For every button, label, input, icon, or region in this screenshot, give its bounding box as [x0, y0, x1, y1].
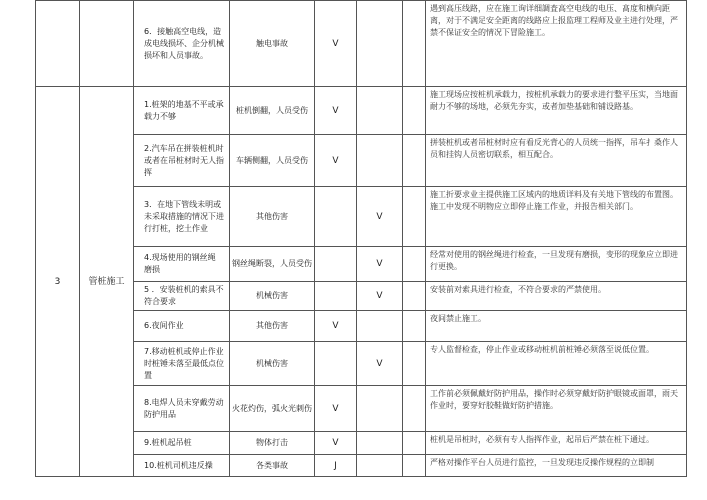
- measure-cell: 遇到高压线路，应在施工询详细調査高空电线的电压、髙度和横向距离，对于不满足安全距离的线路应上报监理工程师及业主进行处理，严禁不保证安全的情况下冒险施工。: [426, 1, 687, 87]
- spacer-cell: [403, 311, 426, 342]
- table-row: [36, 342, 687, 386]
- hazard-text: 7.移动桩机或停止作业时桩锤未落至最低点位置: [144, 346, 224, 380]
- hazard-text: 8.电焊人员未穿戴劳动防护用品: [144, 397, 224, 419]
- hazard-cell: [134, 247, 230, 282]
- mark-cell-a: [315, 247, 357, 282]
- measure-cell: 专人监督检查，停止作业或移动桩机前桩锤必须落至说低位置。: [426, 342, 687, 386]
- spacer-cell: [403, 342, 426, 386]
- measure-cell: 经常对使用的钢丝绳进行检查，一旦发现有磨损，变形的现象应立即进行更换。: [426, 247, 687, 282]
- hazard-text: 6.夜间作业: [144, 321, 184, 330]
- result-cell: 触电事故: [230, 1, 315, 87]
- table-row: [36, 386, 687, 432]
- hazard-text: 2.汽车吊在拼装桩机时或者在吊桩材时无人指挥: [144, 143, 224, 177]
- hazard-table: [35, 0, 687, 477]
- result-cell: 机械伤害: [230, 282, 315, 311]
- mark-cell-a: V: [315, 87, 357, 135]
- mark-cell-b: V: [357, 187, 403, 247]
- seq-cell-empty: [36, 1, 80, 87]
- table-row: [36, 247, 687, 282]
- mark-cell-a: V: [315, 311, 357, 342]
- mark-cell-a: V: [315, 1, 357, 87]
- spacer-cell: [403, 87, 426, 135]
- result-cell: 火花灼伤，弧火光刺伤: [230, 386, 315, 432]
- measure-cell: 施工折要求业主提供施工区域内的地质详料及有关地下管线的布置图。施工中发现不明物应立即停止施工作业，并报告相关部门。: [426, 187, 687, 247]
- measure-cell: 夜间禁止施工。: [426, 311, 687, 342]
- result-cell: 车辆侧翻，人员受伤: [230, 135, 315, 187]
- hazard-cell: [134, 342, 230, 386]
- spacer-cell: [403, 187, 426, 247]
- mark-cell-a: [315, 342, 357, 386]
- hazard-text: 6．接触高空电线，造成电线损坏、企分机械损坏和人员事故。: [144, 26, 224, 60]
- mark-cell-a: [315, 282, 357, 311]
- result-cell: 物体打击: [230, 432, 315, 455]
- hazard-cell: [134, 432, 230, 455]
- measure-cell: 拼装桩机或者吊桩材时应有看反光背心的人员统一指挥，吊车扌桑作人员和挂钩人员密切联系，相互配合。: [426, 135, 687, 187]
- mark-cell-a: J: [315, 455, 357, 477]
- mark-cell-b: [357, 87, 403, 135]
- hazard-text: 1.桩架的地基不平或承载力不够: [144, 99, 224, 121]
- spacer-cell: [403, 247, 426, 282]
- mark-cell-a: V: [315, 386, 357, 432]
- process-cell-empty: [80, 1, 134, 87]
- measure-cell: 施工现场应按桩机承载力，按桩机承载力的要求进行整平压实，当地面耐力不够的场地，必须先夯实，或者加垫基础和铺设路基。: [426, 87, 687, 135]
- mark-cell-a: V: [315, 135, 357, 187]
- hazard-cell: [134, 311, 230, 342]
- mark-cell-a: V: [315, 432, 357, 455]
- result-cell: 桩机倒翻，人员受伤: [230, 87, 315, 135]
- result-cell: 其他伤害: [230, 311, 315, 342]
- spacer-cell: [403, 135, 426, 187]
- result-cell: 钢丝绳断裂，人员受伤: [230, 247, 315, 282]
- hazard-text: 3．在地下管线未明或未采取措施的情况下进行打桩，挖土作业: [144, 199, 224, 233]
- spacer-cell: [403, 432, 426, 455]
- result-cell: 机械伤害: [230, 342, 315, 386]
- result-cell: 其他伤害: [230, 187, 315, 247]
- result-cell: 各类事故: [230, 455, 315, 477]
- spacer-cell: [403, 1, 426, 87]
- table-row: [36, 455, 687, 477]
- table-row: [36, 1, 687, 87]
- mark-cell-b: [357, 386, 403, 432]
- hazard-cell: [134, 135, 230, 187]
- hazard-cell: [134, 386, 230, 432]
- table-row: [36, 282, 687, 311]
- group-process-cell: 管桩施工: [80, 87, 134, 477]
- spacer-cell: [403, 282, 426, 311]
- hazard-cell: [134, 282, 230, 311]
- table-row: [36, 432, 687, 455]
- mark-cell-b: V: [357, 342, 403, 386]
- measure-cell: 工作前必须佩戴好防护用品，操作时必须穿戴好防护眼镜或面罩，雨天作业时，要穿好胶鞋做好防护措施。: [426, 386, 687, 432]
- measure-cell: 严格对操作平台人员进行监控，一旦发现违反操作规程的立即制: [426, 455, 687, 477]
- mark-cell-a: [315, 187, 357, 247]
- mark-cell-b: [357, 432, 403, 455]
- table-row: [36, 311, 687, 342]
- hazard-cell: [134, 455, 230, 477]
- spacer-cell: [403, 386, 426, 432]
- hazard-cell: [134, 87, 230, 135]
- table-row: [36, 187, 687, 247]
- hazard-text: 4.现场使用的钢丝绳 磨损: [144, 253, 216, 274]
- hazard-cell: [134, 187, 230, 247]
- spacer-cell: [403, 455, 426, 477]
- hazard-text: 10.桩机司机违反操: [144, 460, 213, 470]
- mark-cell-b: [357, 1, 403, 87]
- measure-cell: 安装前对索具进行检查，不符合要求的严禁使用。: [426, 282, 687, 311]
- hazard-cell: [134, 1, 230, 87]
- group-seq-cell: 3: [36, 87, 80, 477]
- mark-cell-b: [357, 455, 403, 477]
- table-row: [36, 87, 687, 135]
- table-row: [36, 135, 687, 187]
- mark-cell-b: V: [357, 247, 403, 282]
- hazard-text: 9.桩机起吊桩: [144, 438, 192, 447]
- measure-cell: 桩机是吊桩时，必须有专人指挥作业，起吊后严禁在桩下通过。: [426, 432, 687, 455]
- mark-cell-b: V: [357, 282, 403, 311]
- hazard-text: 5 ．安装桩机的索具不符合要求: [144, 285, 224, 306]
- mark-cell-b: [357, 311, 403, 342]
- mark-cell-b: [357, 135, 403, 187]
